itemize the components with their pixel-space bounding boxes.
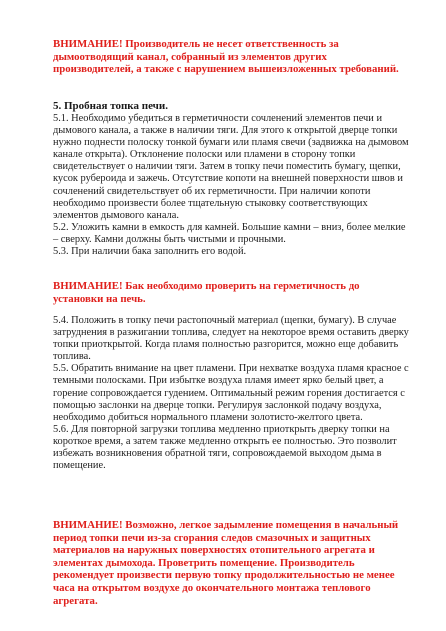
para-5-1: 5.1. Необходимо убедиться в герметичности сочленений элементов печи и дымового канала, а также в наличии тяги. Для этого к открытой дверце топки нужно поднести полоску тонкой бумаги или пламя свечи (задвижка на дымовом канале открыта). Отклонение полоски или пламени в сторону топки свидетельствует о наличии тяги. Затем в топку печи поместить бумагу, щепки, кусок рубероида и зажечь. Отсутствие копоти на внешней поверхности швов и сочленений свидетельствует об их герметичности. При наличии копоти необходимо произвести более тщательную стыковку соответствующих элементов дымового канала. xyxy=(53,113,409,221)
warning-bottom: ВНИМАНИЕ! Возможно, легкое задымление помещения в начальный период топки печи из-за сгорания следов смазочных и защитных материалов на наружных поверхностях отопительного агрегата и элементах дымохода. Проветрить помещение. Производитель рекомендует произвести первую топку продолжительностью не менее часа на открытом воздухе до окончательного монтажа теплового агрегата. xyxy=(53,519,399,607)
procedure-block-2 xyxy=(53,315,409,472)
para-5-5: 5.5. Обратить внимание на цвет пламени. При нехватке воздуха пламя красное с темными полосками. При избытке воздуха пламя имеет ярко белый цвет, а горение сопровождается гудением. Оптимальный режим горения достигается с помощью заслонки на дверце топки. Регулируя заслонкой подачу воздуха, необходимо добиться нормального пламени золотисто-желтого цвета. xyxy=(53,363,409,423)
para-5-6: 5.6. Для повторной загрузки топлива медленно приоткрыть дверку топки на короткое время, а затем также медленно открыть ее полностью. Это позволит избежать возникновения обратной тяги, сопровождаемой выходом дыма в помещение. xyxy=(53,423,397,472)
para-5-4: 5.4. Положить в топку печи растопочный материал (щепки, бумагу). В случае затруднения в разжигании топлива, следует на некоторое время оставить дверку топки приоткрытой. Когда пламя полностью разгорится, можно еще добавить топлива. xyxy=(53,315,409,363)
section-title: 5. Пробная топка печи. xyxy=(53,100,168,112)
warning-top: ВНИМАНИЕ! Производитель не несет ответственность за дымоотводящий канал, собранный из элементов других производителей, а также с нарушением вышеизложенных требований. xyxy=(53,38,399,76)
para-5-3: 5.3. При наличии бака заполнить его водой. xyxy=(53,246,247,258)
para-5-2: 5.2. Уложить камни в емкость для камней. Большие камни – вниз, более мелкие – сверху. Камни должны быть чистыми и прочными. xyxy=(53,221,406,245)
warning-mid: ВНИМАНИЕ! Бак необходимо проверить на герметичность до установки на печь. xyxy=(53,280,360,305)
procedure-block-1 xyxy=(53,113,409,258)
